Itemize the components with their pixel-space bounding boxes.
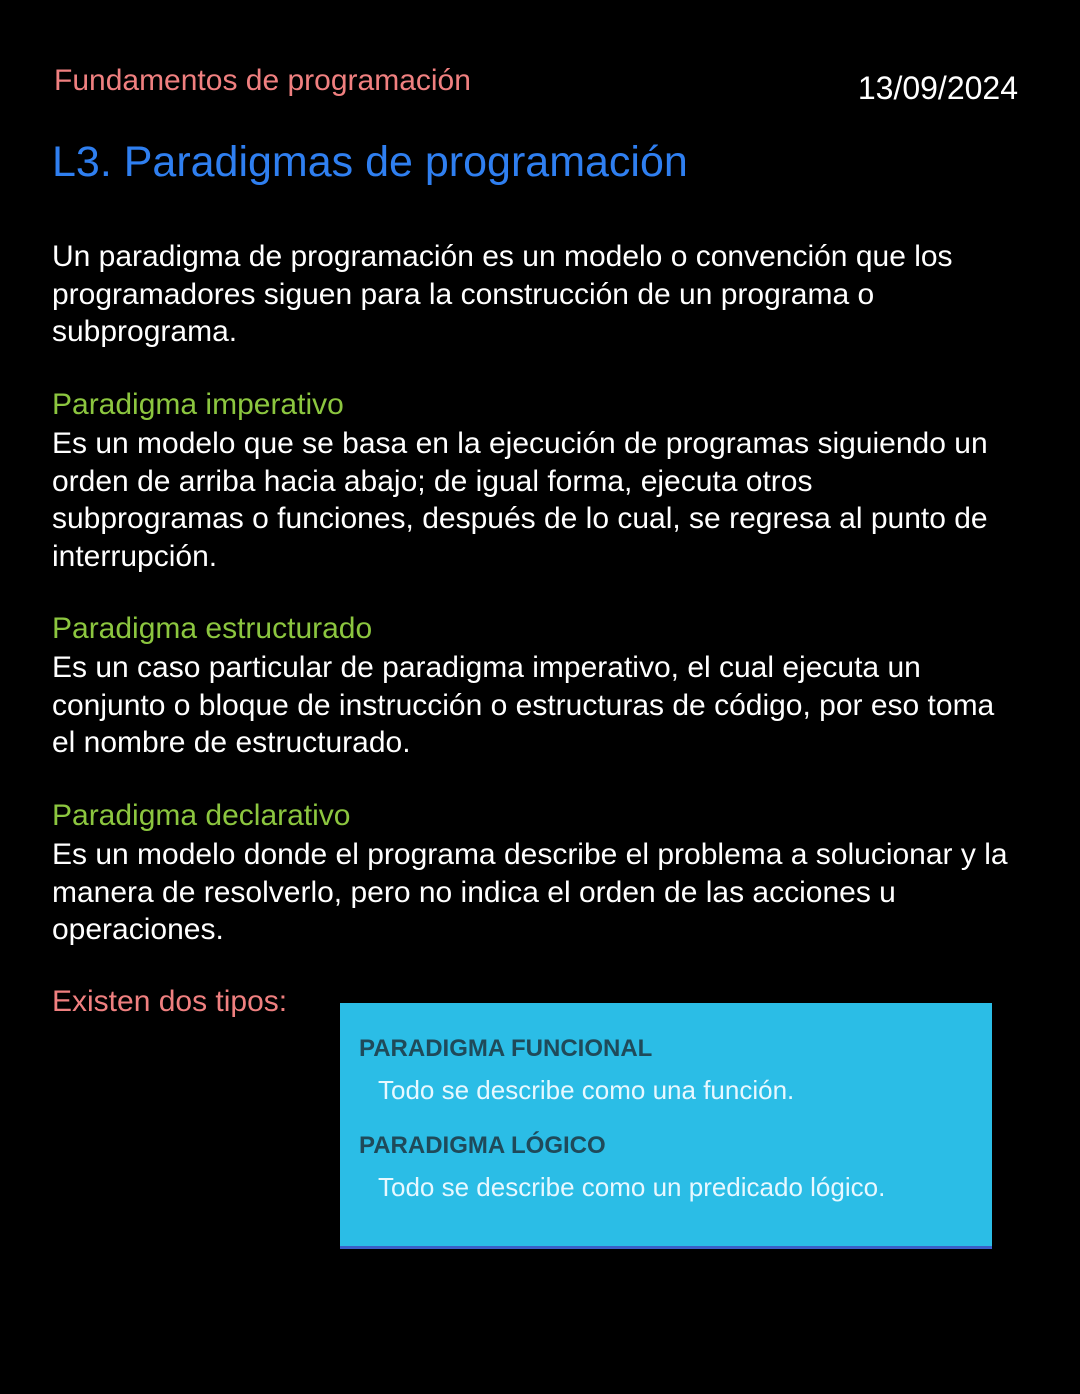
type-desc-logico: Todo se describe como un predicado lógico. — [378, 1172, 886, 1202]
subject-header: Fundamentos de programación — [54, 64, 471, 97]
type-desc-funcional: Todo se describe como una función. — [378, 1075, 795, 1105]
date: 13/09/2024 — [857, 70, 1018, 106]
body-imperativo: Es un modelo que se basa en la ejecución de programas siguiendo un orden de arriba hacia abajo; de igual forma, ejecuta otros subprogramas o funciones, después de lo cual, se regresa al punto de interrupción. — [52, 427, 988, 573]
heading-estructurado: Paradigma estructurado — [52, 612, 373, 645]
type-title-funcional: PARADIGMA FUNCIONAL — [359, 1035, 653, 1062]
intro-paragraph: Un paradigma de programación es un modelo o convención que los programadores siguen para la construcción de un programa o subprograma. — [52, 240, 953, 348]
heading-imperativo: Paradigma imperativo — [52, 388, 344, 421]
type-title-logico: PARADIGMA LÓGICO — [359, 1132, 606, 1159]
types-box — [340, 1003, 992, 1249]
body-estructurado: Es un caso particular de paradigma imperativo, el cual ejecuta un conjunto o bloque de instrucción o estructuras de código, por eso toma el nombre de estructurado. — [52, 651, 995, 759]
types-label: Existen dos tipos: — [52, 985, 288, 1018]
page-title: L3. Paradigmas de programación — [52, 138, 688, 186]
body-declarativo: Es un modelo donde el programa describe el problema a solucionar y la manera de resolverlo, pero no indica el orden de las acciones u operaciones. — [52, 838, 1008, 946]
heading-declarativo: Paradigma declarativo — [52, 799, 351, 832]
